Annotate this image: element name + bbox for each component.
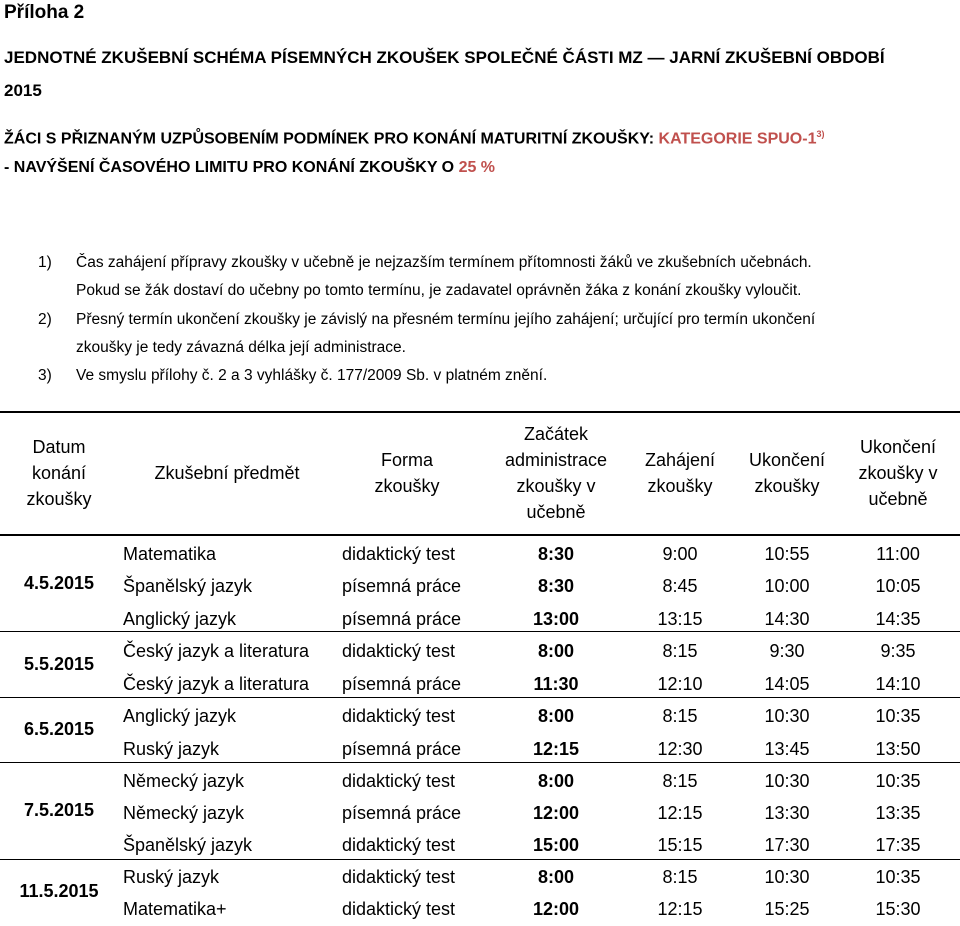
group-rule — [0, 859, 960, 860]
end-cell: 14:05 — [764, 674, 810, 694]
note-number: 3) — [38, 367, 52, 384]
end-room-cell: 10:35 — [875, 706, 921, 726]
admin-start-cell: 8:30 — [537, 544, 575, 564]
table-header-rule — [0, 534, 960, 536]
note-line: Pokud se žák dostaví do učebny po tomto termínu, je zadavatel oprávněn žáka z konání zkoušky vyloučit. — [76, 282, 802, 299]
group-rule — [0, 697, 960, 698]
footnote-ref: 3) — [816, 129, 825, 139]
header-end-room-line: učebně — [868, 489, 928, 509]
subject-cell: Německý jazyk — [123, 803, 245, 823]
header-form-line: Forma — [380, 450, 433, 470]
exam-date: 7.5.2015 — [23, 800, 95, 820]
exam-date: 5.5.2015 — [23, 654, 95, 674]
admin-start-cell: 8:30 — [537, 576, 575, 596]
start-cell: 8:15 — [662, 867, 698, 887]
subject-cell: Anglický jazyk — [123, 609, 237, 629]
group-rule — [0, 631, 960, 632]
header-date-line: Datum — [32, 437, 86, 457]
subject-cell: Španělský jazyk — [123, 576, 253, 596]
form-cell: písemná práce — [342, 609, 462, 629]
end-room-cell: 15:30 — [875, 899, 921, 919]
note-line: Ve smyslu přílohy č. 2 a 3 vyhlášky č. 177/2009 Sb. v platném znění. — [76, 367, 548, 384]
header-admin-start-line: Začátek — [523, 424, 589, 444]
subject-cell: Německý jazyk — [123, 771, 245, 791]
exam-date: 11.5.2015 — [19, 881, 99, 901]
subject-cell: Anglický jazyk — [123, 706, 237, 726]
end-cell: 9:30 — [769, 641, 805, 661]
start-cell: 12:10 — [657, 674, 703, 694]
header-end — [736, 447, 838, 499]
start-cell: 8:15 — [662, 771, 698, 791]
document-title-year: 2015 — [4, 81, 42, 100]
category-name: KATEGORIE SPUO-1 — [658, 130, 817, 148]
note-number: 2) — [38, 311, 52, 328]
time-extension-heading — [4, 159, 495, 177]
form-cell: písemná práce — [342, 674, 462, 694]
end-room-cell: 14:10 — [875, 674, 921, 694]
header-date-line: konání — [31, 463, 87, 483]
admin-start-cell: 11:30 — [533, 674, 579, 694]
header-date — [0, 434, 118, 512]
header-end-line: Ukončení — [748, 450, 826, 470]
admin-start-cell: 12:00 — [532, 899, 580, 919]
subject-cell: Ruský jazyk — [123, 867, 220, 887]
form-cell: didaktický test — [342, 544, 456, 564]
exam-date: 4.5.2015 — [23, 573, 95, 593]
subject-cell: Španělský jazyk — [123, 835, 253, 855]
start-cell: 12:30 — [657, 739, 703, 759]
start-cell: 8:15 — [662, 641, 698, 661]
start-cell: 12:15 — [657, 803, 703, 823]
end-cell: 10:30 — [764, 706, 810, 726]
admin-start-cell: 12:15 — [532, 739, 580, 759]
end-cell: 13:30 — [764, 803, 810, 823]
time-extension-percent: 25 % — [458, 159, 496, 176]
start-cell: 8:15 — [662, 706, 698, 726]
end-cell: 10:00 — [764, 576, 810, 596]
form-cell: didaktický test — [342, 771, 456, 791]
header-end-room — [842, 434, 954, 512]
end-room-cell: 14:35 — [875, 609, 921, 629]
admin-start-cell: 8:00 — [537, 641, 575, 661]
subject-cell: Matematika — [123, 544, 217, 564]
header-subject-line: Zkušební předmět — [154, 463, 300, 483]
header-admin-start-line: zkoušky v — [516, 476, 596, 496]
note-number: 1) — [38, 254, 52, 271]
admin-start-cell: 8:00 — [537, 771, 575, 791]
end-room-cell: 9:35 — [880, 641, 916, 661]
end-room-cell: 13:50 — [875, 739, 921, 759]
header-end-room-line: zkoušky v — [858, 463, 938, 483]
note-line: zkoušky je tedy závazná délka její administrace. — [76, 339, 406, 356]
end-room-cell: 17:35 — [875, 835, 921, 855]
start-cell: 9:00 — [662, 544, 698, 564]
form-cell: písemná práce — [342, 803, 462, 823]
header-subject — [122, 460, 332, 486]
end-room-cell: 10:35 — [875, 771, 921, 791]
form-cell: didaktický test — [342, 641, 456, 661]
end-cell: 10:30 — [764, 867, 810, 887]
start-cell: 15:15 — [657, 835, 703, 855]
note-line: Přesný termín ukončení zkoušky je závislý na přesném termínu jejího zahájení; určující pro termín ukončení — [76, 311, 816, 328]
header-admin-start — [490, 421, 622, 525]
admin-start-cell: 15:00 — [532, 835, 580, 855]
form-cell: didaktický test — [342, 835, 456, 855]
end-room-cell: 10:05 — [875, 576, 921, 596]
admin-start-cell: 8:00 — [537, 706, 575, 726]
end-cell: 10:55 — [764, 544, 810, 564]
end-cell: 15:25 — [764, 899, 810, 919]
appendix-label: Příloha 2 — [4, 2, 85, 23]
end-room-cell: 11:00 — [876, 544, 920, 564]
end-cell: 17:30 — [764, 835, 810, 855]
category-heading — [4, 129, 824, 148]
header-admin-start-line: učebně — [526, 502, 586, 522]
start-cell: 12:15 — [657, 899, 703, 919]
header-start-line: Zahájení — [644, 450, 716, 470]
subject-cell: Matematika+ — [123, 899, 227, 919]
start-cell: 8:45 — [662, 576, 698, 596]
form-cell: písemná práce — [342, 576, 462, 596]
form-cell: didaktický test — [342, 867, 456, 887]
header-end-line: zkoušky — [754, 476, 820, 496]
document-title: JEDNOTNÉ ZKUŠEBNÍ SCHÉMA PÍSEMNÝCH ZKOUŠEK SPOLEČNÉ ČÁSTI MZ — JARNÍ ZKUŠEBNÍ OBDOBÍ — [4, 48, 885, 67]
subject-cell: Český jazyk a literatura — [123, 674, 310, 694]
end-room-cell: 13:35 — [875, 803, 921, 823]
group-rule — [0, 762, 960, 763]
form-cell: didaktický test — [342, 899, 456, 919]
start-cell: 13:15 — [657, 609, 703, 629]
header-start — [626, 447, 734, 499]
admin-start-cell: 12:00 — [532, 803, 580, 823]
form-cell: didaktický test — [342, 706, 456, 726]
header-end-room-line: Ukončení — [859, 437, 937, 457]
subject-cell: Ruský jazyk — [123, 739, 220, 759]
admin-start-cell: 13:00 — [532, 609, 580, 629]
header-admin-start-line: administrace — [504, 450, 608, 470]
form-cell: písemná práce — [342, 739, 462, 759]
exam-date: 6.5.2015 — [23, 719, 95, 739]
time-extension-text: - NAVÝŠENÍ ČASOVÉHO LIMITU PRO KONÁNÍ ZKOUŠKY O — [4, 159, 459, 176]
admin-start-cell: 8:00 — [537, 867, 575, 887]
category-heading-text: ŽÁCI S PŘIZNANÝM UZPŮSOBENÍM PODMÍNEK PRO KONÁNÍ MATURITNÍ ZKOUŠKY: — [4, 130, 659, 148]
end-cell: 14:30 — [764, 609, 810, 629]
header-form-line: zkoušky — [374, 476, 440, 496]
table-top-rule — [0, 411, 960, 413]
header-start-line: zkoušky — [647, 476, 713, 496]
subject-cell: Český jazyk a literatura — [123, 641, 310, 661]
header-form — [340, 447, 474, 499]
note-line: Čas zahájení přípravy zkoušky v učebně je nejzazším termínem přítomnosti žáků ve zkušebních učebnách. — [76, 254, 812, 271]
end-cell: 13:45 — [764, 739, 810, 759]
end-cell: 10:30 — [764, 771, 810, 791]
end-room-cell: 10:35 — [875, 867, 921, 887]
header-date-line: zkoušky — [26, 489, 92, 509]
